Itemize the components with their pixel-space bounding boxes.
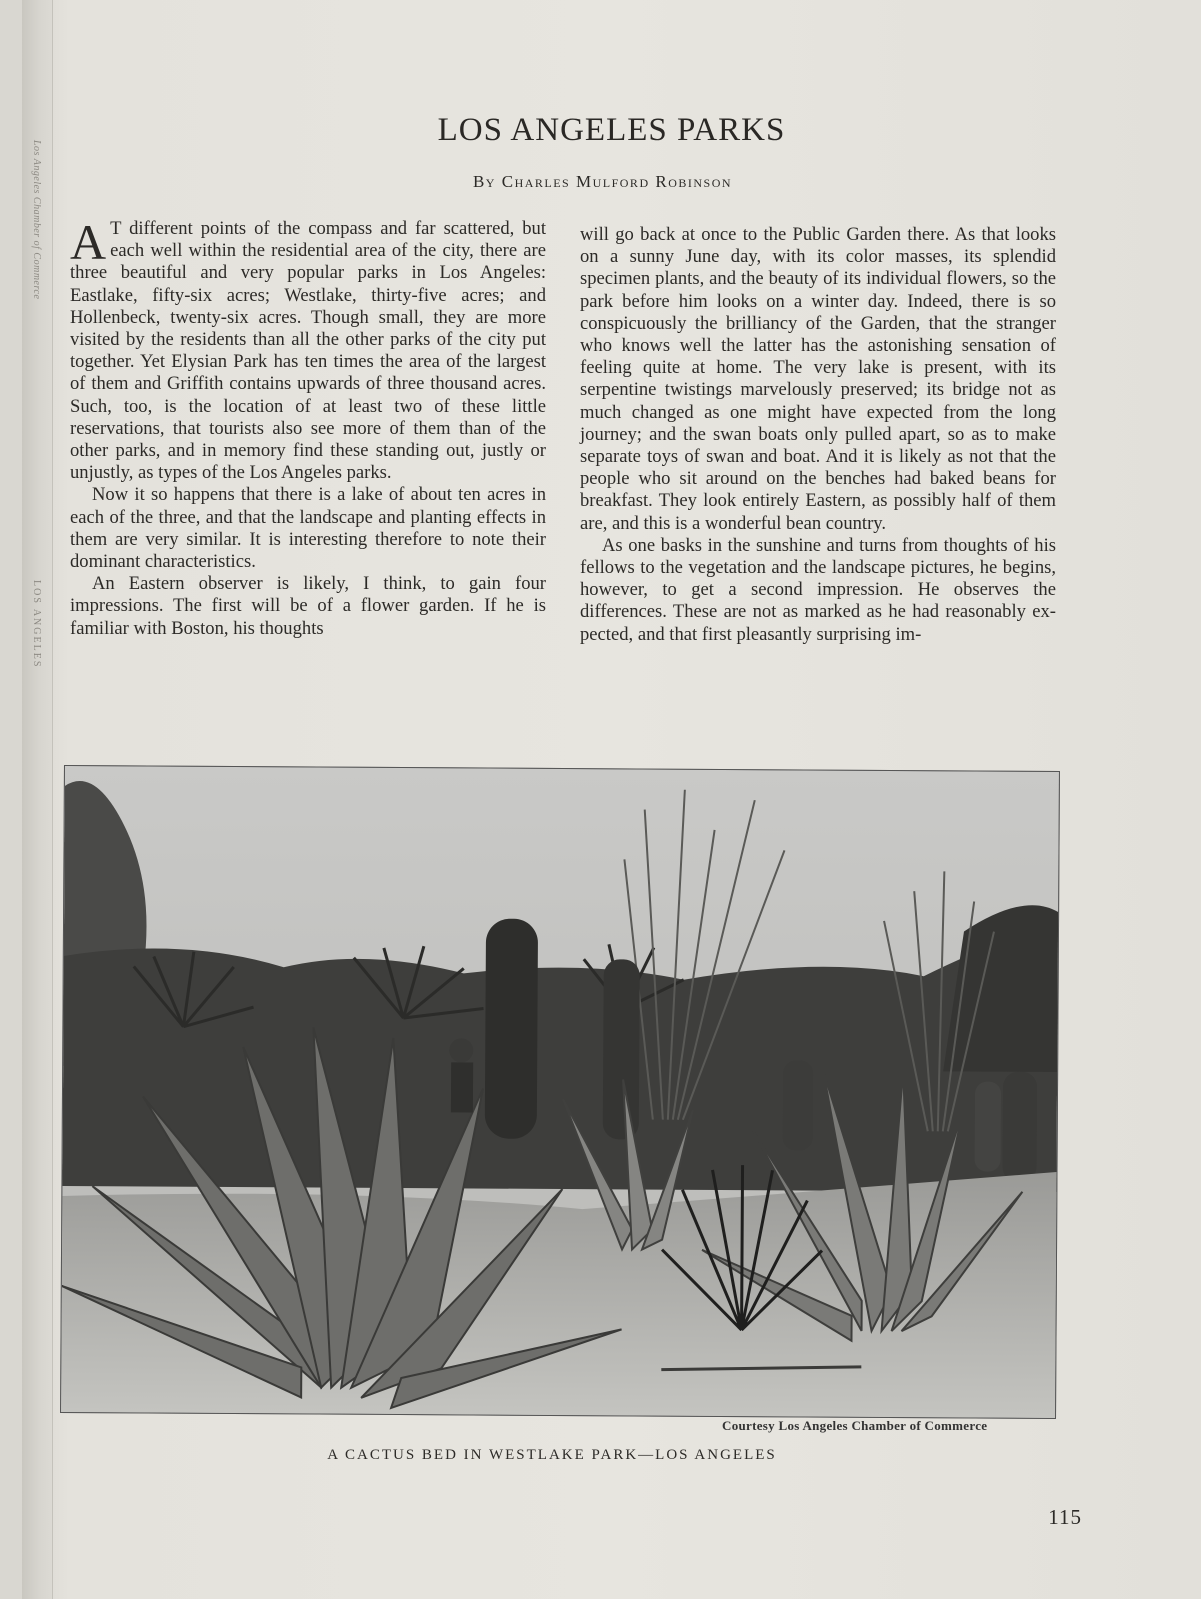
spine-text-lower: LOS ANGELES bbox=[31, 580, 42, 669]
text-column-left bbox=[70, 214, 546, 640]
paragraph-4: will go back at once to the Public Garden there. As that looks on a sunny June day, with its color masses, its splendid specimen plants, and the beauty of its individual flowers, so the park before him looks on a winter day. Indeed, there is so conspicuously the brilliancy of the Garden, that the stranger who knows well the latter has the astonishing sensation of feeling quite at home. The very lake is present, with its serpentine twistings marvelously preserved; its bridge not as much changed as one might have expected from the long journey; and the swan boats only pulled apart, so as to make separate toys of swan and boat. And it is likely as not that the people who sit around on the benches had baked beans for breakfast. They look entirely Eastern, as possibly half of them are, and this is a wonderful bean country. bbox=[580, 224, 1056, 534]
paragraph-1: A T different points of the compass and far scattered, but each well within the residential area of the city, there are three beautiful and very popular parks in Los Angeles: Eastlake, fifty-six acres; Westlake, thirty-five acres; and Hollenbeck, twenty-six acres. Though small, they are more visited by the residents than all the other parks of the city put together. Yet Elysian Park has ten times the area of the largest of them and Griffith contains upwards of three thousand acres. Such, too, is the location of at least two of these little reservations, that tourists also see more of them than of the other parks, and in memory find these standing out, justly or unjustly, as types of the Los Angeles parks. bbox=[70, 214, 546, 484]
binding-gutter bbox=[22, 0, 53, 1599]
paragraph-5: As one basks in the sunshine and turns from thoughts of his fellows to the vegetation and the landscape pictures, he begins, however, to get a second impression. He observes the differences. These are not as marked as he had reasonably expected, and that first pleasantly surprising im- bbox=[580, 534, 1056, 645]
photograph-illustration bbox=[61, 766, 1059, 1418]
article-byline: By Charles Mulford Robinson bbox=[472, 172, 733, 191]
drop-cap: A bbox=[70, 214, 107, 270]
magazine-page bbox=[22, 0, 1201, 1599]
article-title: LOS ANGELES PARKS bbox=[437, 112, 786, 148]
paragraph-2: Now it so happens that there is a lake of about ten acres in each of the three, and that the landscape and planting effects in them are very similar. It is interesting therefore to note their dominant characteristics. bbox=[70, 484, 546, 573]
paragraph-3: An Eastern observer is likely, I think, to gain four impressions. The first will be of a flower garden. If he is familiar with Boston, his thoughts bbox=[70, 573, 546, 639]
page-number: 115 bbox=[1048, 1505, 1082, 1529]
cactus-bed-photograph bbox=[60, 765, 1060, 1419]
spine-text-upper: Los Angeles Chamber of Commerce bbox=[31, 140, 42, 300]
text-column-right bbox=[580, 224, 1056, 646]
photo-credit: Courtesy Los Angeles Chamber of Commerce bbox=[722, 1418, 988, 1433]
photo-caption: A CACTUS BED IN WESTLAKE PARK—LOS ANGELES bbox=[327, 1447, 777, 1463]
